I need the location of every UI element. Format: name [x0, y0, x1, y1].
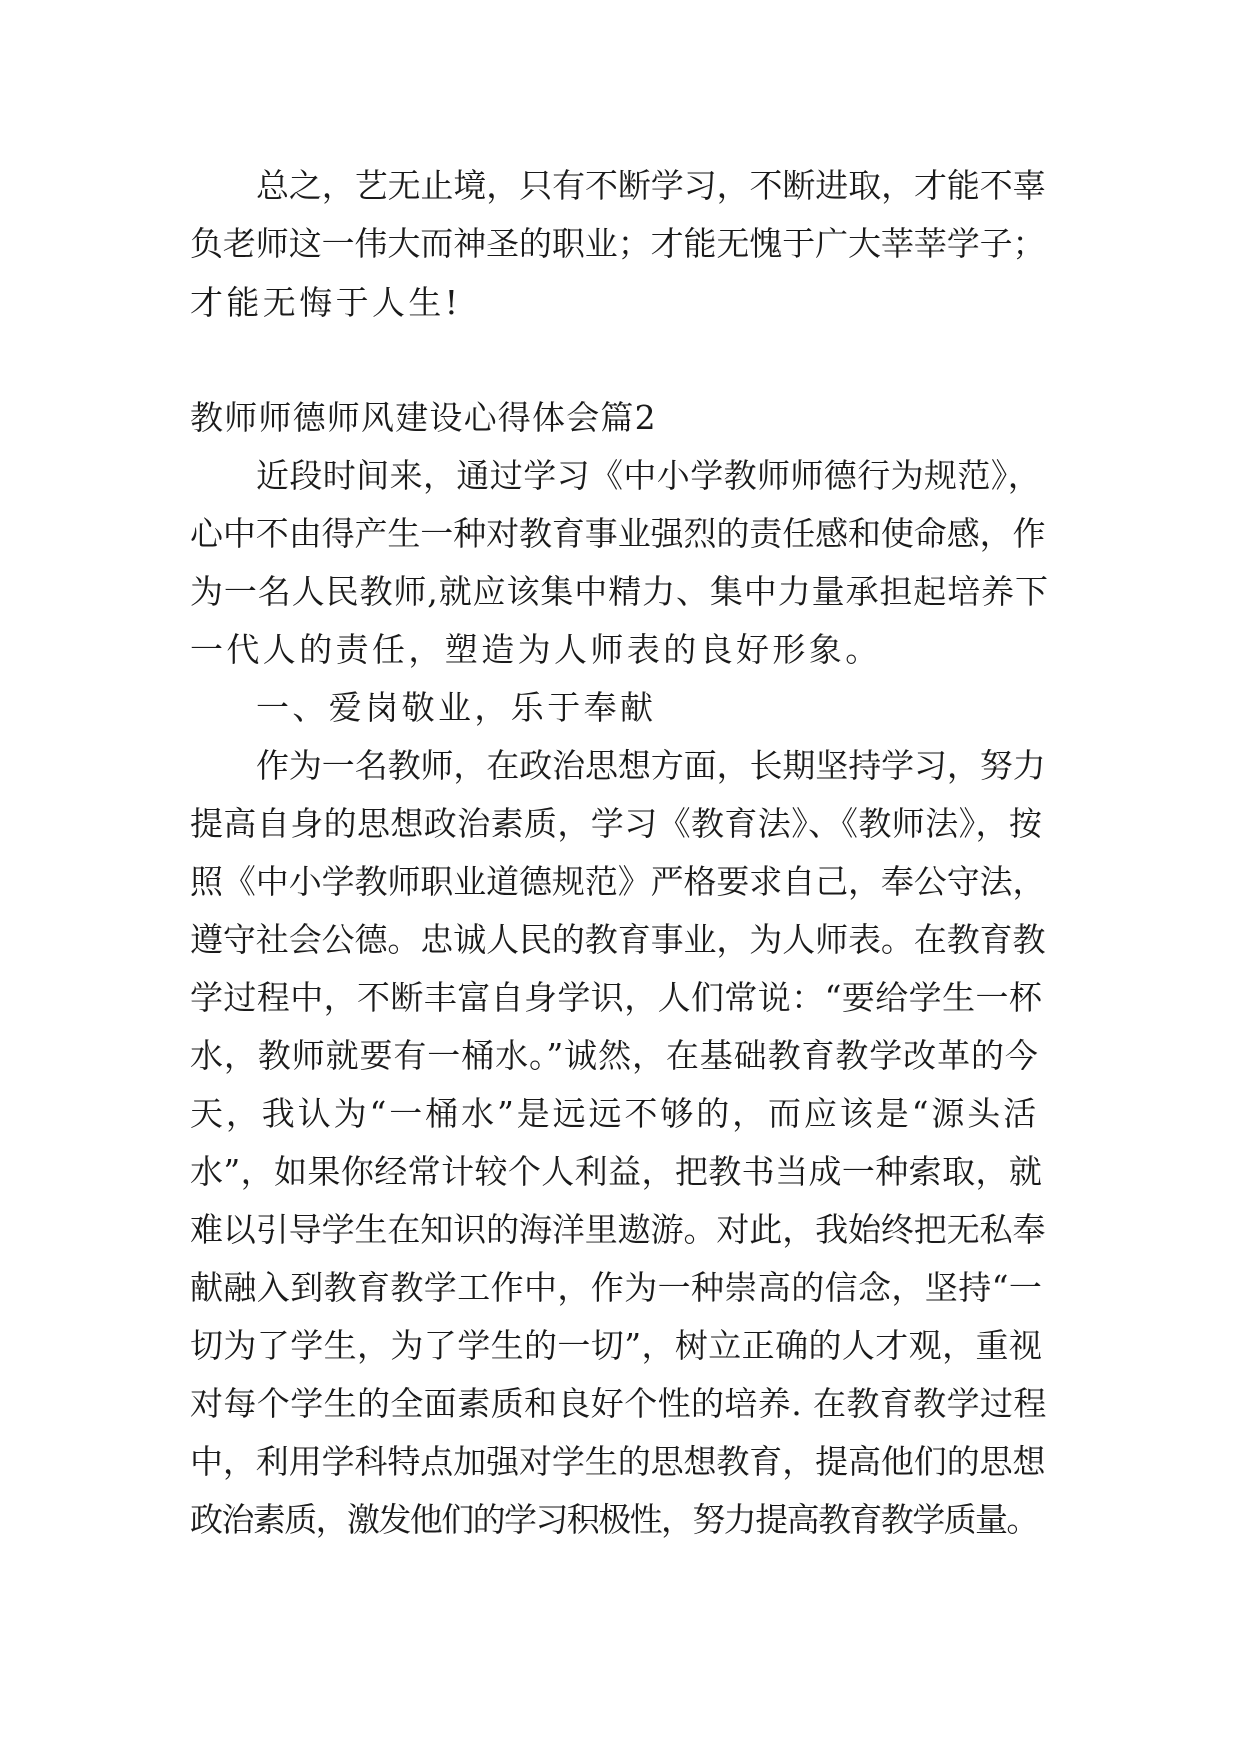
section-title: 教师师德师风建设心得体会篇2: [190, 398, 657, 437]
text-line: 中，利用学科特点加强对学生的思想教育，提高他们的思想: [190, 1442, 1046, 1481]
text-line: 负老师这一伟大而神圣的职业；才能无愧于广大莘莘学子；: [190, 224, 1046, 263]
text-line: 对每个学生的全面素质和良好个性的培养. 在教育教学过程: [190, 1384, 1047, 1423]
subheading: 一、爱岗敬业，乐于奉献: [256, 688, 657, 727]
text-line: 遵守社会公德。忠诚人民的教育事业，为人师表。在教育教: [190, 920, 1046, 959]
text-line: 水”，如果你经常计较个人利益，把教书当成一种索取，就: [190, 1152, 1043, 1191]
text-line: 为一名人民教师,就应该集中精力、集中力量承担起培养下: [190, 572, 1049, 611]
text-line: 照《中小学教师职业道德规范》严格要求自己，奉公守法，: [190, 862, 1046, 901]
text-line: 政治素质，激发他们的学习积极性，努力提高教育教学质量。: [190, 1500, 1038, 1539]
text-line: 作为一名教师，在政治思想方面，长期坚持学习，努力: [256, 746, 1046, 785]
text-line: 难以引导学生在知识的海洋里遨游。对此，我始终把无私奉: [190, 1210, 1046, 1249]
text-line: 学过程中，不断丰富自身学识，人们常说：“要给学生一杯: [190, 978, 1043, 1017]
text-line: 近段时间来，通过学习《中小学教师师德行为规范》，: [256, 456, 1042, 495]
text-line: 天，我认为“一桶水”是远远不够的，而应该是“源头活: [190, 1094, 1040, 1133]
text-line: 水，教师就要有一桶水。”诚然，在基础教育教学改革的今: [190, 1036, 1039, 1075]
text-line: 才能无悔于人生!: [190, 283, 462, 322]
text-line: 一代人的责任，塑造为人师表的良好形象。: [190, 630, 882, 669]
text-line: 献融入到教育教学工作中，作为一种崇高的信念，坚持“一: [190, 1268, 1043, 1307]
text-line: 心中不由得产生一种对教育事业强烈的责任感和使命感，作: [190, 514, 1046, 553]
text-line: 切为了学生，为了学生的一切”，树立正确的人才观，重视: [190, 1326, 1043, 1365]
text-line: 提高自身的思想政治素质，学习《教育法》、《教师法》，按: [190, 804, 1043, 843]
text-line: 总之，艺无止境，只有不断学习，不断进取，才能不辜: [256, 166, 1046, 205]
